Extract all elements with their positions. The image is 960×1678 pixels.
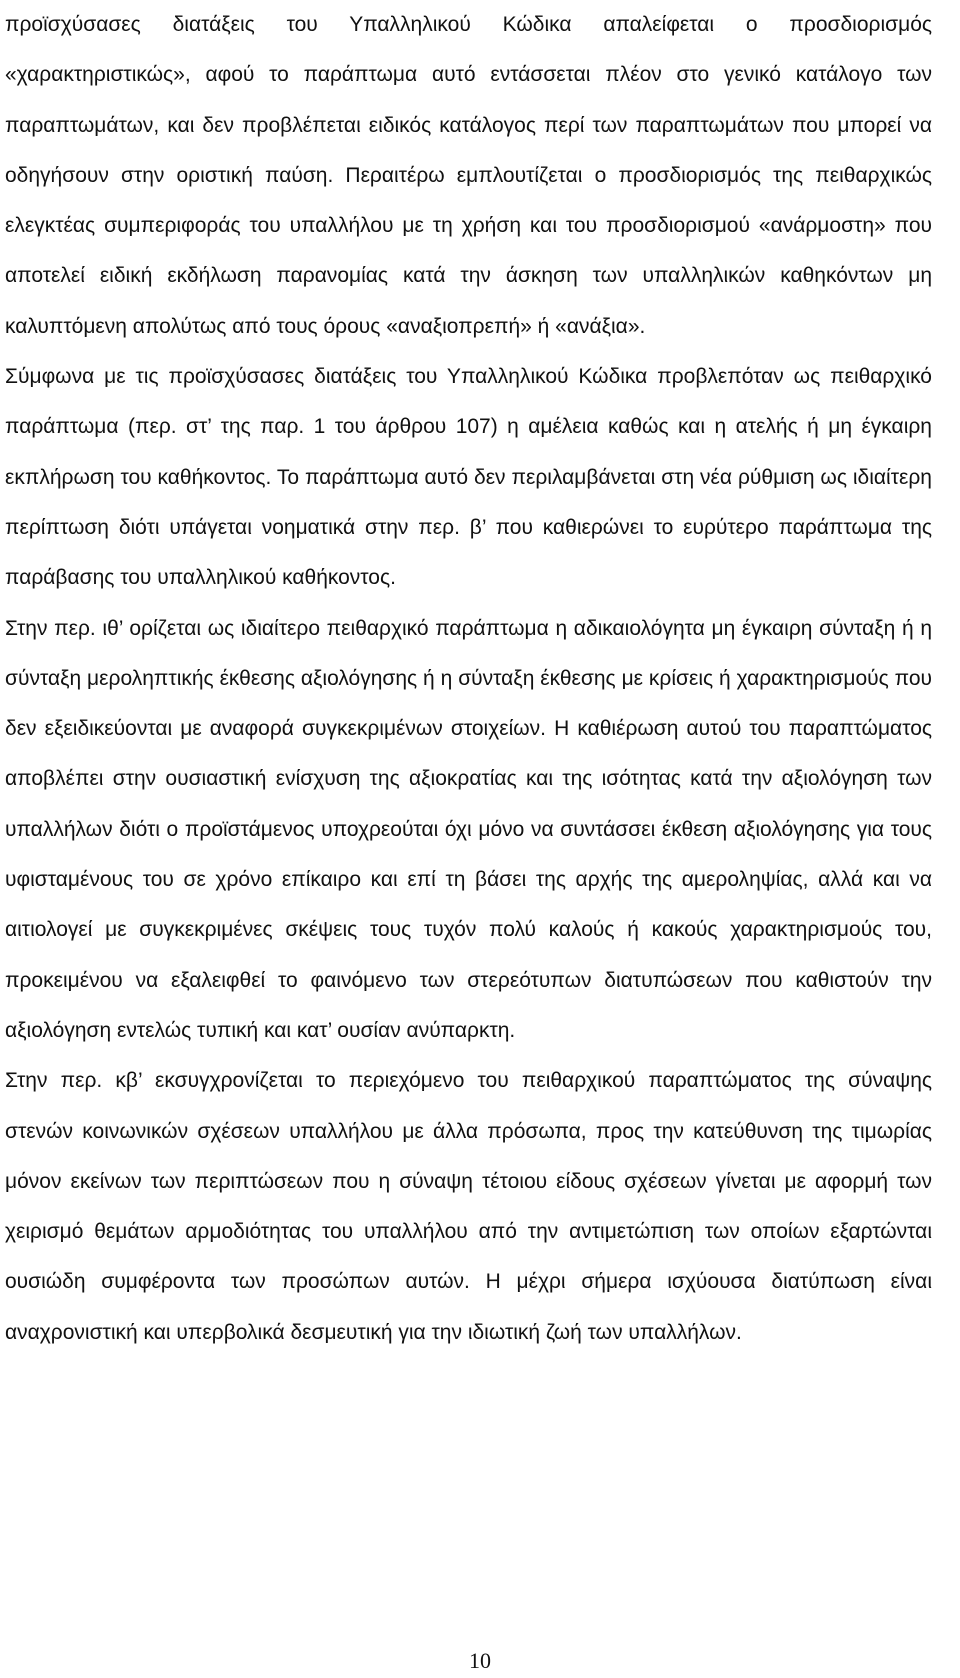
paragraph-1: προϊσχύσασες διατάξεις του Υπαλληλικού Κώδικα απαλείφεται ο προσδιορισμός «χαρακτηριστικώς», αφού το παράπτωμα αυτό εντάσσεται πλέον στο γενικό κατάλογο των παραπτωμάτων, και δεν προβλέπεται ειδικός κατάλογος περί των παραπτωμάτων που μπορεί να οδηγήσουν στην οριστική παύση. Περαιτέρω εμπλουτίζεται ο προσδιορισμός της πειθαρχικώς ελεγκτέας συμπεριφοράς του υπαλλήλου με τη χρήση και του προσδιορισμού «ανάρμοστη» που αποτελεί ειδική εκδήλωση παρανομίας κατά την άσκηση των υπαλληλικών καθηκόντων μη καλυπτόμενη απολύτως από τους όρους «αναξιοπρεπή» ή «ανάξια». [5, 13, 932, 338]
body-text [5, 0, 932, 1358]
paragraph-2: Σύμφωνα με τις προϊσχύσασες διατάξεις του Υπαλληλικού Κώδικα προβλεπόταν ως πειθαρχικό παράπτωμα (περ. στ’ της παρ. 1 του άρθρου 107) η αμέλεια καθώς και η ατελής ή μη έγκαιρη εκπλήρωση του καθήκοντος. Το παράπτωμα αυτό δεν περιλαμβάνεται στη νέα ρύθμιση ως ιδιαίτερη περίπτωση διότι υπάγεται νοηματικά στην περ. β’ που καθιερώνει το ευρύτερο παράπτωμα της παράβασης του υπαλληλικού καθήκοντος. [5, 365, 932, 590]
paragraph-3: Στην περ. ιθ’ ορίζεται ως ιδιαίτερο πειθαρχικό παράπτωμα η αδικαιολόγητα μη έγκαιρη σύνταξη ή η σύνταξη μεροληπτικής έκθεσης αξιολόγησης ή η σύνταξη έκθεσης με κρίσεις ή χαρακτηρισμούς που δεν εξειδικεύονται με αναφορά συγκεκριμένων στοιχείων. Η καθιέρωση αυτού του παραπτώματος αποβλέπει στην ουσιαστική ενίσχυση της αξιοκρατίας και της ισότητας κατά την αξιολόγηση των υπαλλήλων διότι ο προϊστάμενος υποχρεούται όχι μόνο να συντάσσει έκθεση αξιολόγησης για τους υφισταμένους του σε χρόνο επίκαιρο και επί τη βάσει της αρχής της αμεροληψίας, αλλά και να αιτιολογεί με συγκεκριμένες σκέψεις τους τυχόν πολύ καλούς ή κακούς χαρακτηρισμούς του, προκειμένου να εξαλειφθεί το φαινόμενο των στερεότυπων διατυπώσεων που καθιστούν την αξιολόγηση εντελώς τυπική και κατ’ ουσίαν ανύπαρκτη. [5, 616, 932, 1042]
paragraph-4: Στην περ. κβ’ εκσυγχρονίζεται το περιεχόμενο του πειθαρχικού παραπτώματος της σύναψης στενών κοινωνικών σχέσεων υπαλλήλου με άλλα πρόσωπα, προς την κατεύθυνση της τιμωρίας μόνον εκείνων των περιπτώσεων που η σύναψη τέτοιου είδους σχέσεων γίνεται με αφορμή των χειρισμό θεμάτων αρμοδιότητας του υπαλλήλου από την αντιμετώπιση των οποίων εξαρτώνται ουσιώδη συμφέροντα των προσώπων αυτών. Η μέχρι σήμερα ισχύουσα διατύπωση είναι αναχρονιστική και υπερβολικά δεσμευτική για την ιδιωτική ζωή των υπαλλήλων. [5, 1069, 932, 1344]
page-number: 10 [469, 1648, 491, 1673]
